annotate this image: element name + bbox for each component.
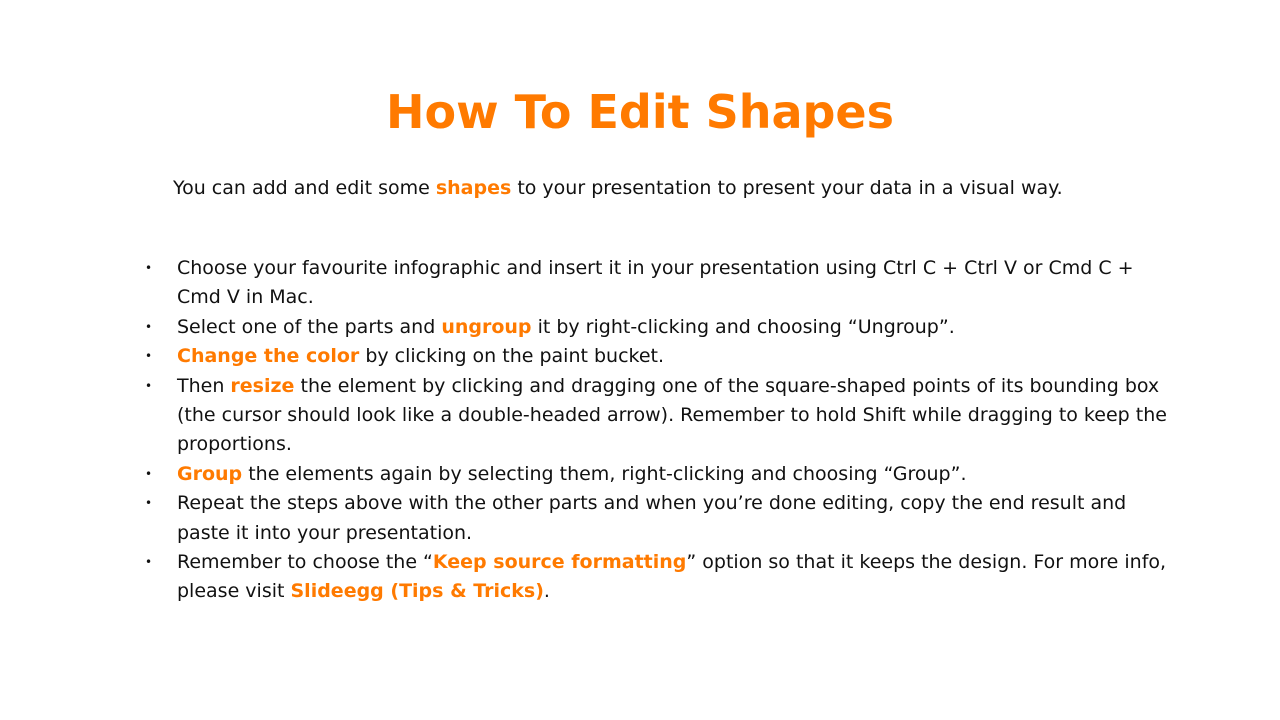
bullet-dot-icon: •	[145, 555, 153, 570]
body-text: the element by clicking and dragging one of the square-shaped points of its bounding box (the cursor should look like a double-headed arrow). Remember to hold Shift while dragging to keep the proportions.	[177, 374, 1167, 456]
list-item	[0, 342, 1167, 371]
bullet-dot-icon: •	[145, 349, 153, 364]
intro-text	[173, 174, 1193, 202]
highlight-text: Keep source formatting	[432, 551, 687, 574]
list-item	[0, 372, 1167, 460]
highlight-text: ungroup	[441, 315, 532, 338]
list-item	[0, 254, 1167, 313]
bullet-dot-icon: •	[145, 378, 153, 393]
intro-before: You can add and edit some	[173, 177, 436, 199]
bullet-dot-icon: •	[145, 261, 153, 275]
intro-after: to your presentation to present your data in a visual way.	[511, 177, 1063, 199]
slide-title: How To Edit Shapes	[385, 85, 895, 139]
bullet-dot-icon: •	[145, 466, 153, 481]
body-text: Then	[177, 374, 231, 397]
list-item	[0, 548, 1167, 607]
highlight-text: Group	[177, 462, 243, 485]
bullet-dot-icon: •	[145, 496, 153, 511]
body-text: the elements again by selecting them, right-clicking and choosing “Group”.	[242, 462, 967, 485]
body-text: .	[543, 580, 550, 603]
body-text: Repeat the steps above with the other parts and when you’re done editing, copy the end result and paste it into your presentation.	[177, 492, 1127, 544]
intro-highlight: shapes	[435, 177, 512, 199]
bullet-dot-icon: •	[145, 319, 153, 334]
body-text: it by right-clicking and choosing “Ungroup”.	[531, 315, 955, 338]
list-item	[0, 489, 1167, 548]
highlight-text: Slideegg (Tips & Tricks)	[290, 580, 544, 603]
body-text: ” option so that it keeps the design. For more info, please visit	[177, 551, 1167, 603]
bullet-list	[0, 254, 1280, 607]
highlight-text: resize	[230, 374, 295, 397]
body-text: Choose your favourite infographic and insert it in your presentation using Ctrl C + Ctrl V or Cmd C + Cmd V in Mac.	[177, 257, 1134, 309]
body-text: Select one of the parts and	[177, 315, 442, 338]
list-item	[0, 460, 1167, 489]
list-item	[0, 313, 1167, 342]
highlight-text: Change the color	[177, 345, 360, 368]
body-text: by clicking on the paint bucket.	[359, 345, 665, 368]
body-text: Remember to choose the “	[177, 551, 433, 574]
